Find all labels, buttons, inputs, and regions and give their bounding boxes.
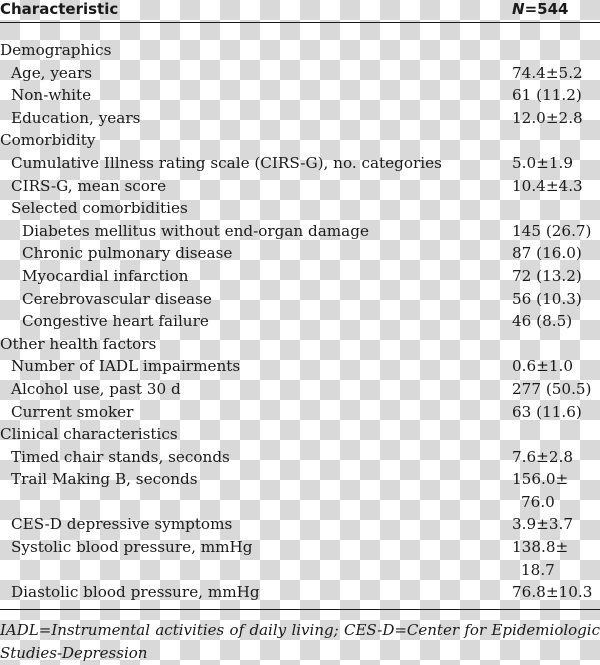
table-footnote: IADL=Instrumental activities of daily living; CES-D=Center for Epidemiologic Studies-Depression bbox=[0, 621, 600, 662]
column-header-n bbox=[512, 0, 568, 18]
row-value: 10.4±4.3 bbox=[512, 176, 583, 195]
row-label: Diabetes mellitus without end-organ damage bbox=[22, 221, 369, 240]
table-row bbox=[0, 175, 600, 198]
table-row bbox=[0, 355, 600, 378]
row-value-line1: 138.8± bbox=[512, 538, 569, 557]
table-row bbox=[0, 378, 600, 401]
row-value-line2: 18.7 bbox=[521, 560, 555, 579]
section-heading: Other health factors bbox=[0, 334, 157, 353]
table-row bbox=[0, 513, 600, 536]
footer-rule bbox=[0, 609, 600, 610]
row-label: Systolic blood pressure, mmHg bbox=[11, 538, 253, 557]
row-label: Trail Making B, seconds bbox=[11, 470, 198, 489]
row-label: CIRS-G, mean score bbox=[11, 176, 167, 195]
row-label: Diastolic blood pressure, mmHg bbox=[11, 583, 260, 602]
n-symbol: N bbox=[512, 0, 525, 18]
row-value: 12.0±2.8 bbox=[512, 108, 583, 127]
table-row bbox=[0, 129, 600, 152]
row-value: 72 (13.2) bbox=[512, 266, 582, 285]
table-row bbox=[0, 288, 600, 311]
row-label: Chronic pulmonary disease bbox=[22, 244, 233, 263]
table-row bbox=[0, 310, 600, 333]
row-label: CES-D depressive symptoms bbox=[11, 515, 233, 534]
table-row bbox=[0, 581, 600, 604]
row-label: Myocardial infarction bbox=[22, 266, 189, 285]
row-label: Alcohol use, past 30 d bbox=[11, 379, 181, 398]
row-value: 3.9±3.7 bbox=[512, 515, 574, 534]
row-label: Age, years bbox=[11, 63, 93, 82]
row-value: 277 (50.5) bbox=[512, 379, 592, 398]
row-label: Education, years bbox=[11, 108, 141, 127]
row-value: 74.4±5.2 bbox=[512, 63, 583, 82]
row-value: 87 (16.0) bbox=[512, 244, 582, 263]
table-row bbox=[0, 197, 600, 220]
row-value: 63 (11.6) bbox=[512, 402, 582, 421]
table-row bbox=[0, 220, 600, 243]
table-row bbox=[0, 468, 600, 513]
table-row bbox=[0, 84, 600, 107]
row-label: Non-white bbox=[11, 86, 92, 105]
table-row bbox=[0, 265, 600, 288]
column-header-characteristic: Characteristic bbox=[0, 0, 119, 18]
row-value: 5.0±1.9 bbox=[512, 153, 574, 172]
row-value: 76.8±10.3 bbox=[512, 583, 593, 602]
table-row bbox=[0, 401, 600, 424]
n-value: =544 bbox=[524, 0, 569, 18]
table-row bbox=[0, 152, 600, 175]
row-value: 56 (10.3) bbox=[512, 289, 582, 308]
row-label: Timed chair stands, seconds bbox=[11, 447, 230, 466]
row-value-line1: 156.0± bbox=[512, 470, 569, 489]
row-value: 61 (11.2) bbox=[512, 86, 582, 105]
row-value: 145 (26.7) bbox=[512, 221, 592, 240]
row-label: Cerebrovascular disease bbox=[22, 289, 212, 308]
row-label: Current smoker bbox=[11, 402, 134, 421]
table-row bbox=[0, 39, 600, 62]
row-value bbox=[512, 468, 600, 513]
row-label: Cumulative Illness rating scale (CIRS-G), no. categories bbox=[11, 153, 442, 172]
header-rule bbox=[0, 22, 600, 23]
table-body bbox=[0, 39, 600, 604]
table-row bbox=[0, 333, 600, 356]
row-value: 0.6±1.0 bbox=[512, 357, 574, 376]
table-row bbox=[0, 107, 600, 130]
table-row bbox=[0, 62, 600, 85]
table-row bbox=[0, 446, 600, 469]
table-row bbox=[0, 536, 600, 581]
row-value-line2: 76.0 bbox=[521, 492, 555, 511]
row-label: Number of IADL impairments bbox=[11, 357, 241, 376]
table-row bbox=[0, 242, 600, 265]
table-header bbox=[0, 0, 600, 22]
row-label: Congestive heart failure bbox=[22, 312, 209, 331]
table-row bbox=[0, 423, 600, 446]
row-value bbox=[512, 536, 600, 581]
row-value: 46 (8.5) bbox=[512, 312, 573, 331]
subsection-heading: Selected comorbidities bbox=[11, 199, 188, 218]
section-heading: Demographics bbox=[0, 41, 112, 59]
section-heading: Comorbidity bbox=[0, 131, 96, 150]
row-value: 7.6±2.8 bbox=[512, 447, 574, 466]
section-heading: Clinical characteristics bbox=[0, 425, 178, 444]
